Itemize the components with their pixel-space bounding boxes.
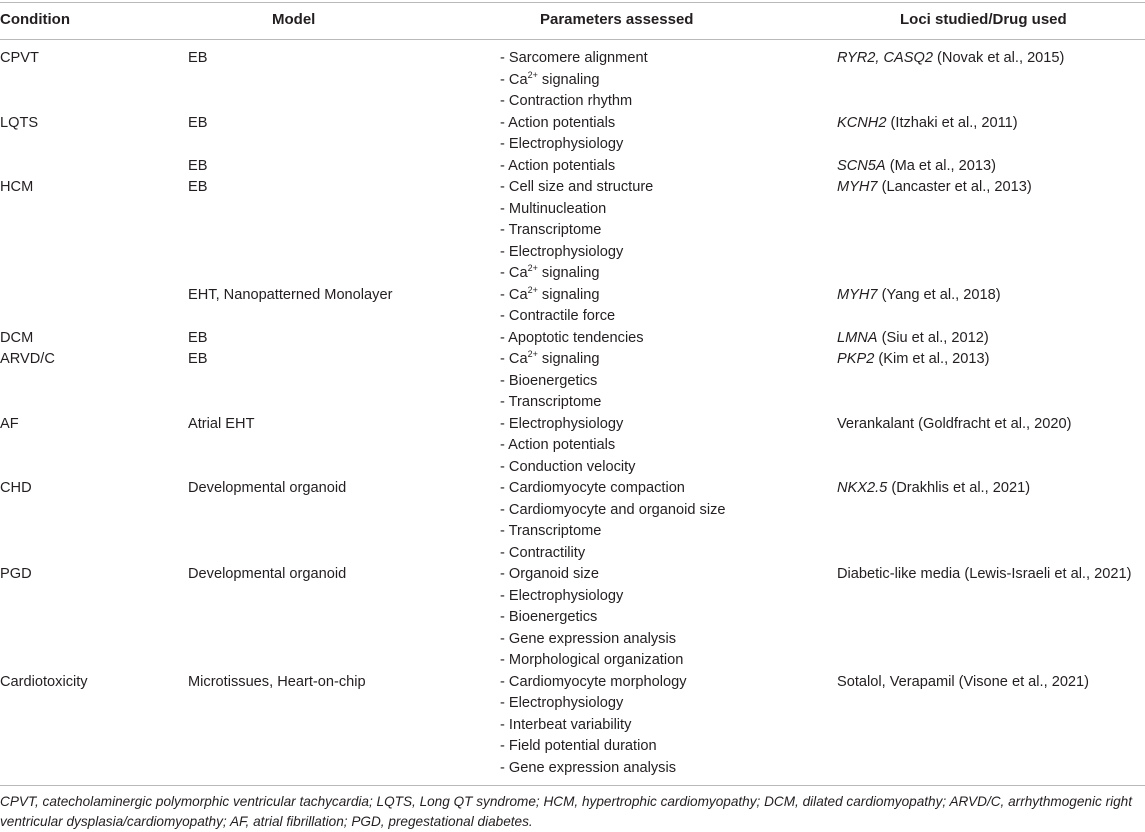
- condition-cell: DCM: [0, 329, 34, 346]
- condition-cell: AF: [0, 415, 19, 432]
- table-row: [0, 285, 1145, 328]
- condition-cell: LQTS: [0, 114, 39, 131]
- parameter-item: - Transcriptome: [500, 222, 602, 238]
- loci-cell: [837, 285, 1001, 307]
- parameters-cell: [500, 48, 648, 113]
- parameter-text: - Ca: [500, 265, 528, 281]
- header-bottom-rule: [0, 39, 1145, 40]
- table-footnote: CPVT, catecholaminergic polymorphic ventricular tachycardia; LQTS, Long QT syndrome; HCM, hypertrophic cardiomyopathy; DCM, dilated cardiomyopathy; ARVD/C, arrhythmogenic right ventricular dysplasia/cardiomyopathy; AF, atrial fibrillation; PGD, pregestational diabetes.: [0, 794, 1133, 829]
- parameter-item: - Apoptotic tendencies: [500, 329, 644, 346]
- parameter-item: - Cell size and structure: [500, 179, 654, 195]
- loci-cell: [837, 113, 1018, 135]
- table-row: [0, 672, 1145, 780]
- parameter-item: - Electrophysiology: [500, 243, 624, 260]
- parameters-cell: [500, 414, 635, 479]
- loci-cell: [837, 672, 1089, 694]
- table-row: [0, 177, 1145, 285]
- loci-cell: [837, 177, 1032, 199]
- parameters-cell: [500, 285, 615, 328]
- condition-cell: ARVD/C: [0, 351, 55, 367]
- parameter-item: - Transcriptome: [500, 523, 602, 539]
- loci-reference: (Siu et al., 2012): [877, 329, 989, 346]
- parameter-item: - Cardiomyocyte and organoid size: [500, 501, 726, 518]
- table-bottom-rule: [0, 785, 1145, 786]
- parameter-item: - Morphological organization: [500, 652, 684, 668]
- table-row: [0, 414, 1145, 479]
- gene-locus: MYH7: [837, 179, 878, 195]
- parameter-text: signaling: [537, 351, 600, 367]
- loci-cell: [837, 48, 1064, 70]
- parameter-item: - Gene expression analysis: [500, 630, 677, 647]
- header-loci: Loci studied/Drug used: [900, 11, 1067, 28]
- parameter-item: - Bioenergetics: [500, 609, 598, 625]
- parameter-item: [500, 263, 653, 285]
- parameter-item: - Organoid size: [500, 566, 599, 582]
- table-top-rule: [0, 2, 1145, 3]
- condition-cell: Cardiotoxicity: [0, 673, 88, 690]
- loci-reference: (Ma et al., 2013): [885, 157, 996, 174]
- loci-reference: (Lancaster et al., 2013): [877, 179, 1032, 195]
- parameter-item: - Conduction velocity: [500, 458, 636, 475]
- parameter-item: - Contractile force: [500, 308, 616, 324]
- model-cell: EB: [188, 157, 208, 174]
- parameters-cell: [500, 349, 601, 414]
- loci-cell: [837, 156, 996, 178]
- model-cell: EB: [188, 179, 208, 195]
- model-cell: EB: [188, 329, 208, 346]
- ion-charge-superscript: 2+: [527, 263, 538, 273]
- table-row: [0, 564, 1145, 672]
- parameter-item: - Action potentials: [500, 157, 616, 174]
- parameter-text: signaling: [537, 265, 600, 281]
- parameter-item: - Electrophysiology: [500, 695, 624, 711]
- loci-cell: [837, 349, 990, 371]
- loci-reference: (Drakhlis et al., 2021): [887, 480, 1031, 496]
- parameter-item: - Multinucleation: [500, 200, 607, 217]
- parameter-item: - Contractility: [500, 544, 586, 561]
- model-cell: Developmental organoid: [188, 480, 347, 496]
- condition-cell: PGD: [0, 566, 32, 582]
- parameter-item: - Sarcomere alignment: [500, 50, 648, 66]
- loci-reference: (Novak et al., 2015): [932, 50, 1065, 66]
- parameter-text: signaling: [537, 286, 600, 303]
- gene-locus: KCNH2: [837, 114, 887, 131]
- gene-locus: RYR2, CASQ2: [837, 50, 933, 66]
- parameters-cell: [500, 113, 623, 156]
- loci-reference: (Yang et al., 2018): [877, 286, 1001, 303]
- table-row: [0, 478, 1145, 564]
- gene-locus: SCN5A: [837, 157, 886, 174]
- parameter-item: [500, 285, 615, 307]
- parameter-item: - Cardiomyocyte morphology: [500, 673, 687, 690]
- parameter-text: signaling: [537, 71, 600, 88]
- model-cell: EHT, Nanopatterned Monolayer: [188, 286, 393, 303]
- condition-cell: CHD: [0, 480, 32, 496]
- table-row: [0, 48, 1145, 113]
- parameters-cell: [500, 478, 726, 564]
- parameter-item: - Interbeat variability: [500, 716, 632, 733]
- loci-reference: Sotalol, Verapamil (Visone et al., 2021): [837, 673, 1090, 690]
- gene-locus: PKP2: [837, 351, 875, 367]
- parameter-item: [500, 349, 601, 371]
- parameters-cell: [500, 672, 687, 780]
- ion-charge-superscript: 2+: [527, 69, 538, 80]
- parameters-cell: [500, 328, 644, 350]
- loci-cell: [837, 414, 1071, 436]
- ion-charge-superscript: 2+: [527, 284, 538, 295]
- gene-locus: LMNA: [837, 329, 878, 346]
- model-cell: Atrial EHT: [188, 415, 255, 432]
- loci-cell: [837, 564, 1131, 586]
- parameter-item: - Electrophysiology: [500, 587, 624, 604]
- loci-cell: [837, 478, 1030, 500]
- gene-locus: MYH7: [837, 286, 878, 303]
- header-model: Model: [272, 11, 316, 28]
- parameter-item: [500, 70, 648, 92]
- table-row: [0, 349, 1145, 414]
- loci-reference: (Kim et al., 2013): [874, 351, 990, 367]
- ion-charge-superscript: 2+: [527, 349, 538, 359]
- model-cell: EB: [188, 114, 208, 131]
- model-cell: Microtissues, Heart-on-chip: [188, 673, 366, 690]
- loci-cell: [837, 328, 989, 350]
- table-row: [0, 156, 1145, 178]
- gene-locus: NKX2.5: [837, 480, 888, 496]
- parameter-item: - Cardiomyocyte compaction: [500, 480, 685, 496]
- parameters-cell: [500, 564, 683, 672]
- parameter-item: - Contraction rhythm: [500, 93, 633, 109]
- parameter-item: - Electrophysiology: [500, 136, 624, 152]
- table-body: [0, 48, 1145, 779]
- loci-reference: Diabetic-like media (Lewis-Israeli et al., 2021): [837, 566, 1132, 582]
- parameter-item: - Gene expression analysis: [500, 759, 677, 776]
- table-row: [0, 328, 1145, 350]
- parameter-item: - Action potentials: [500, 437, 616, 453]
- parameter-item: - Bioenergetics: [500, 372, 598, 389]
- loci-reference: Verankalant (Goldfracht et al., 2020): [837, 415, 1072, 432]
- condition-cell: CPVT: [0, 50, 39, 66]
- header-condition: Condition: [0, 11, 70, 28]
- parameter-item: - Field potential duration: [500, 738, 657, 754]
- parameters-cell: [500, 177, 653, 285]
- parameter-text: - Ca: [500, 286, 528, 303]
- model-cell: Developmental organoid: [188, 566, 347, 582]
- parameter-text: - Ca: [500, 351, 528, 367]
- parameter-item: - Electrophysiology: [500, 415, 624, 432]
- loci-reference: (Itzhaki et al., 2011): [886, 114, 1018, 131]
- model-cell: EB: [188, 50, 208, 66]
- condition-cell: HCM: [0, 179, 34, 195]
- parameters-cell: [500, 156, 615, 178]
- parameter-item: - Transcriptome: [500, 394, 602, 410]
- header-parameters: Parameters assessed: [540, 11, 694, 28]
- parameter-text: - Ca: [500, 71, 528, 88]
- parameter-item: - Action potentials: [500, 114, 616, 131]
- model-cell: EB: [188, 351, 208, 367]
- table-row: [0, 113, 1145, 156]
